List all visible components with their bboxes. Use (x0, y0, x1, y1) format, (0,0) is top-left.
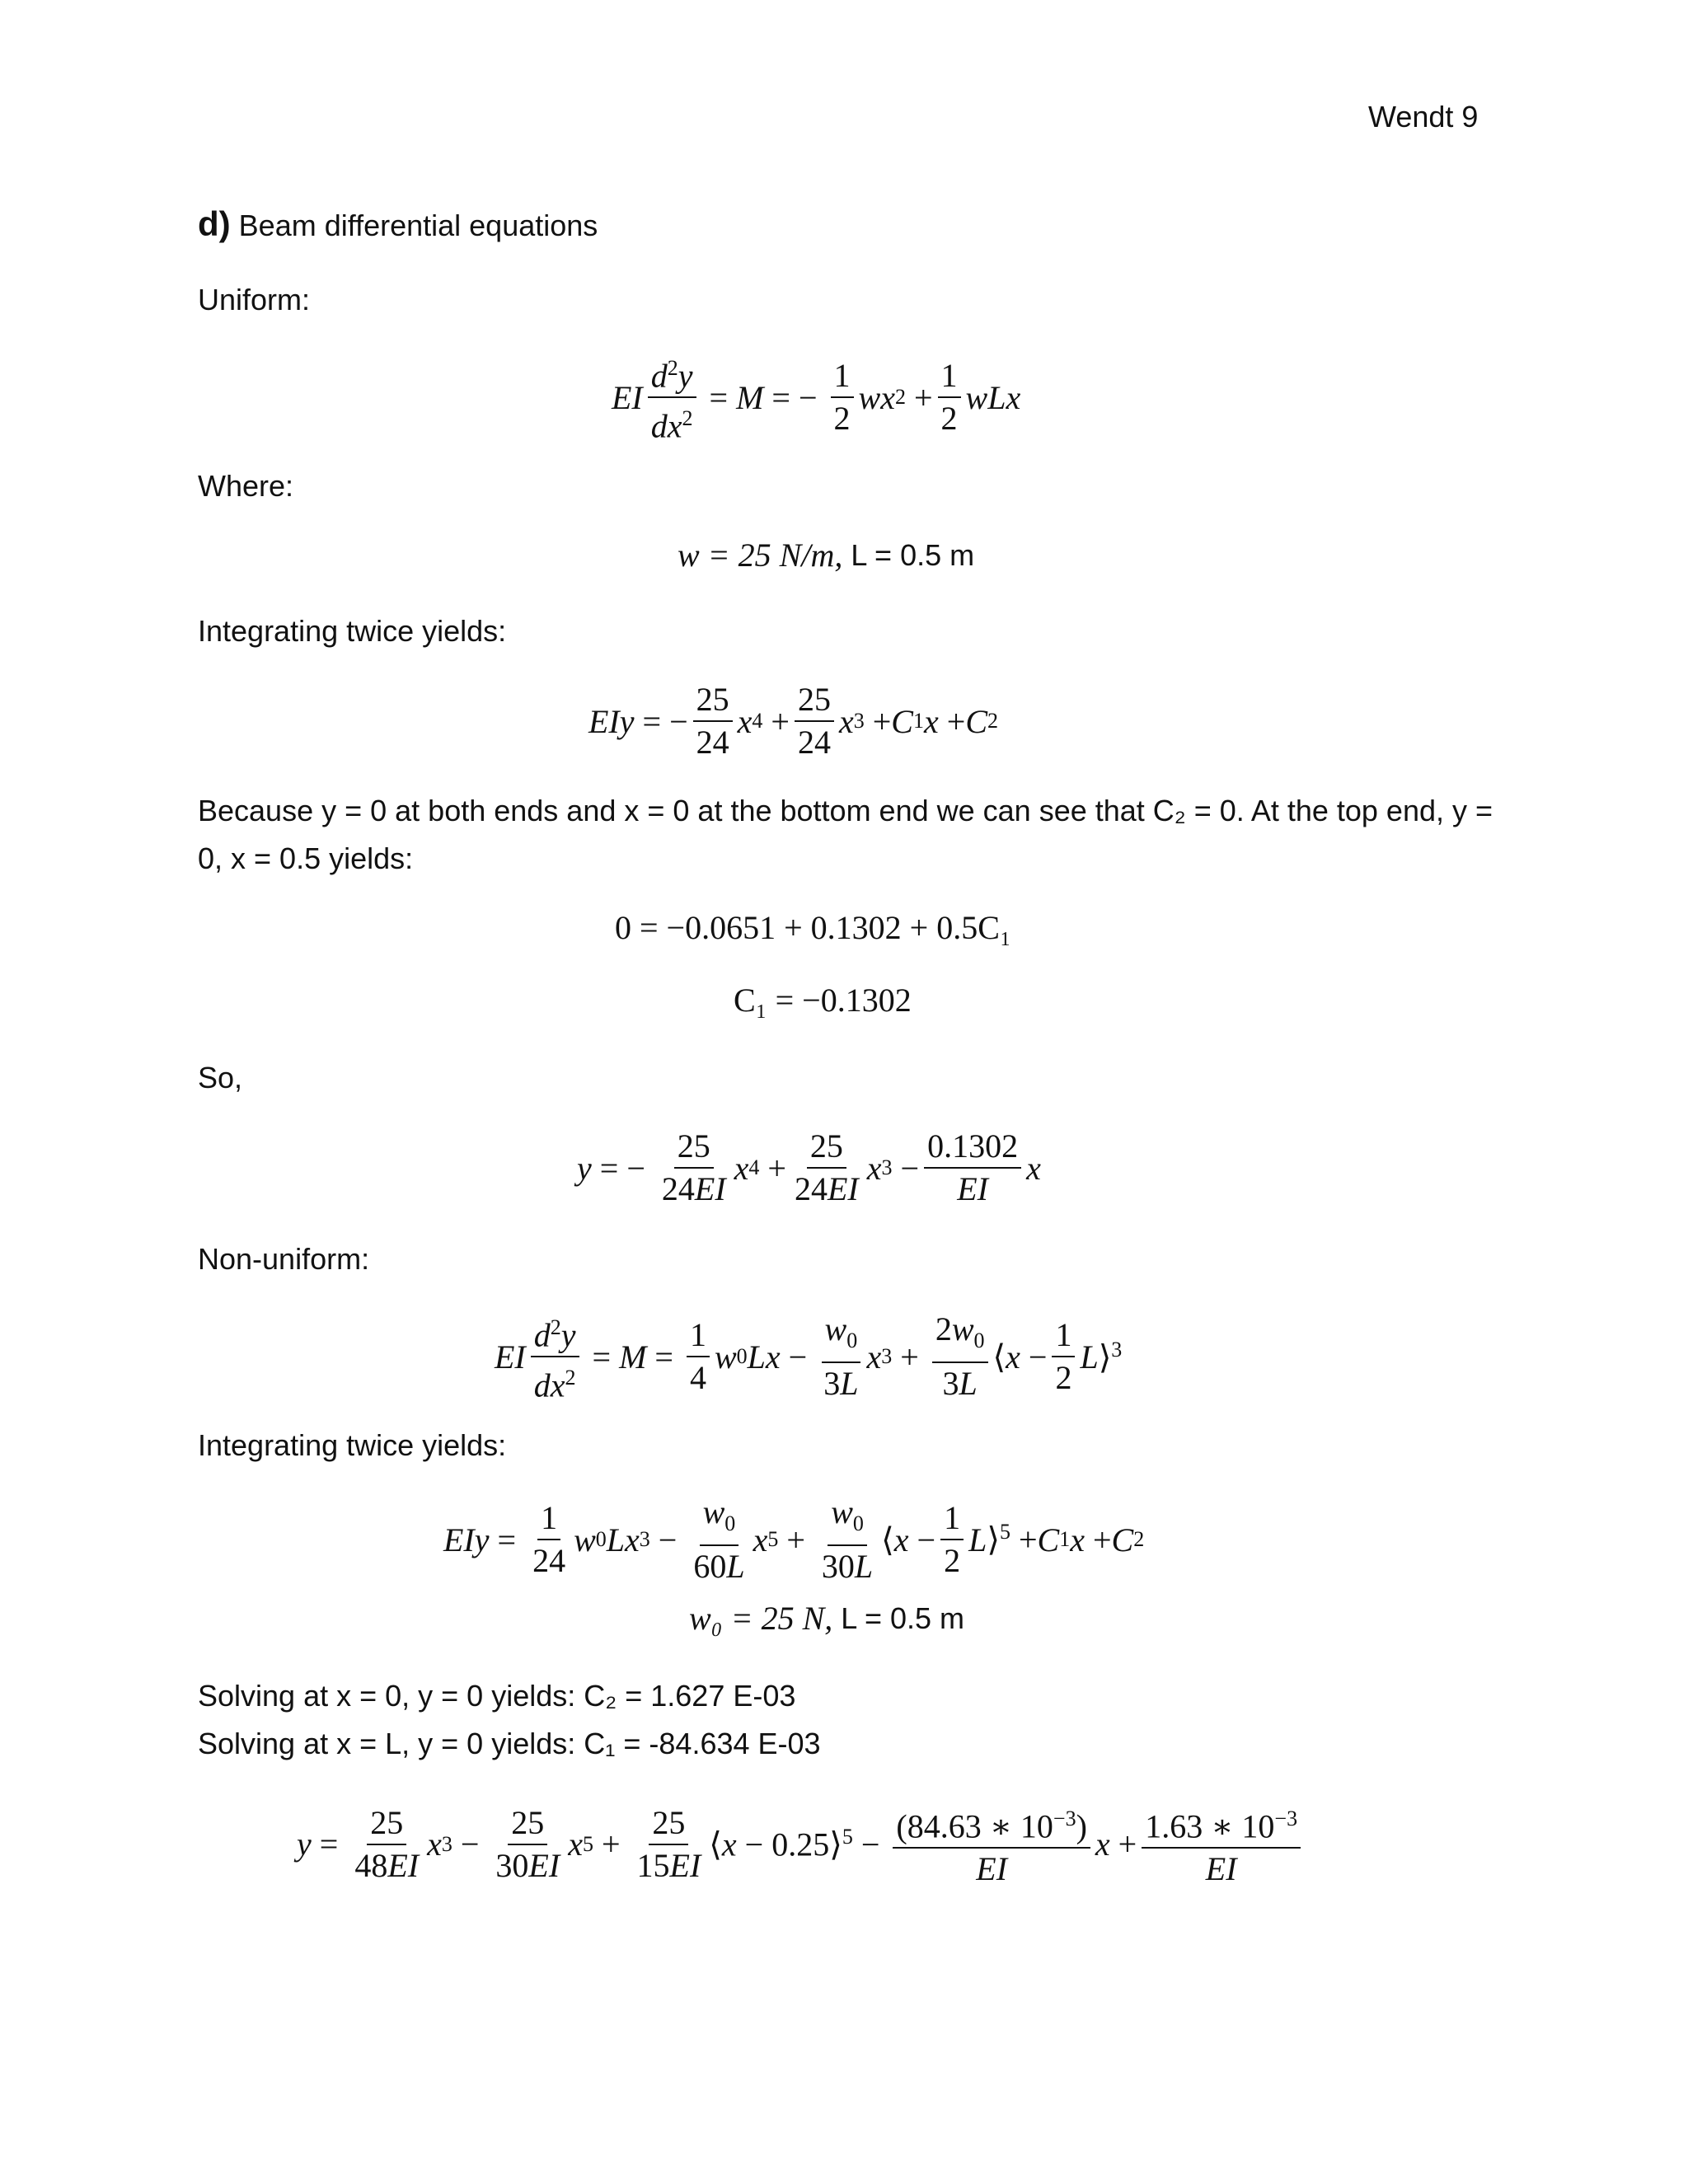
solve-c1-line: Solving at x = L, y = 0 yields: C₁ = -84.634 E-03 (198, 1727, 821, 1760)
c1-result: C₁ = −0.1302 (734, 982, 912, 1019)
section-title: Beam differential equations (238, 209, 598, 242)
c1-solve-step: 0 = −0.0651 + 0.1302 + 0.5C₁ (615, 909, 1011, 946)
uniform-deflection-final: y = − $\frac{25}{24EI}$ x 4 + $\frac{25}{24EI}$ x 3 − $\frac{0.1302}{EI}$ x (577, 1127, 1041, 1207)
non-uniform-label: Non-uniform: (198, 1242, 370, 1276)
uniform-label: Uniform: (198, 283, 311, 316)
section-heading (198, 201, 598, 249)
non-uniform-deflection-final: y = $\frac{25}{48EI}$ x 3 − $\frac{25}{30EI}$ x 5 + $\frac{25}{15EI}$ ⟨x − 0.25⟩$^5$ − $\frac{(84.63 ∗ 10^{-3})}{EI}$ x + $\frac{1.63 ∗ 10^{-3}}{EI}$ (297, 1800, 1306, 1888)
w-value: w = 25 N/m, (678, 537, 843, 574)
uniform-parameters (678, 536, 974, 574)
integrating-label-uniform: Integrating twice yields: (198, 614, 507, 648)
so-label: So, (198, 1061, 243, 1094)
non-uniform-moment-equation: EI $\frac{d^2y}{dx^2}$ = M = $\frac{1}{4}$ w 0 Lx − $\frac{w_0}{3L}$ x 3 + $\frac{2w_0}{3L}$ ⟨x − $\frac{1}{2}$ L ⟩$^3$ (495, 1309, 1122, 1405)
boundary-condition-paragraph: Because y = 0 at both ends and x = 0 at the bottom end we can see that C₂ = 0. At the top end, y = 0, x = 0.5 yields: (198, 794, 1493, 875)
page-header: Wendt 9 (1368, 100, 1479, 134)
length-value-2: L = 0.5 m (841, 1601, 965, 1635)
w0-value: w₀ = 25 N, (689, 1600, 833, 1637)
where-label: Where: (198, 469, 294, 503)
uniform-deflection-integrated: EIy = − $\frac{25}{24}$ x 4 + $\frac{25}{24}$ x 3 + C 1 x + C 2 (588, 681, 998, 761)
solve-c2-line: Solving at x = 0, y = 0 yields: C₂ = 1.627 E-03 (198, 1679, 796, 1713)
integrating-label-non-uniform: Integrating twice yields: (198, 1428, 507, 1462)
length-value: L = 0.5 m (851, 537, 975, 572)
section-label: d) (198, 204, 231, 243)
uniform-moment-equation: EI $\frac{d^2y}{dx^2}$ = M = − $\frac{1}{2}$ wx 2 + $\frac{1}{2}$ wLx (612, 349, 1020, 446)
non-uniform-parameters (689, 1599, 964, 1638)
non-uniform-deflection-integrated: EIy = $\frac{1}{24}$ w 0 Lx 3 − $\frac{w_0}{60L}$ x 5 + $\frac{w_0}{30L}$ ⟨x − $\frac{1}{2}$ L ⟩$^5$ + C 1 x + C 2 (443, 1493, 1145, 1585)
